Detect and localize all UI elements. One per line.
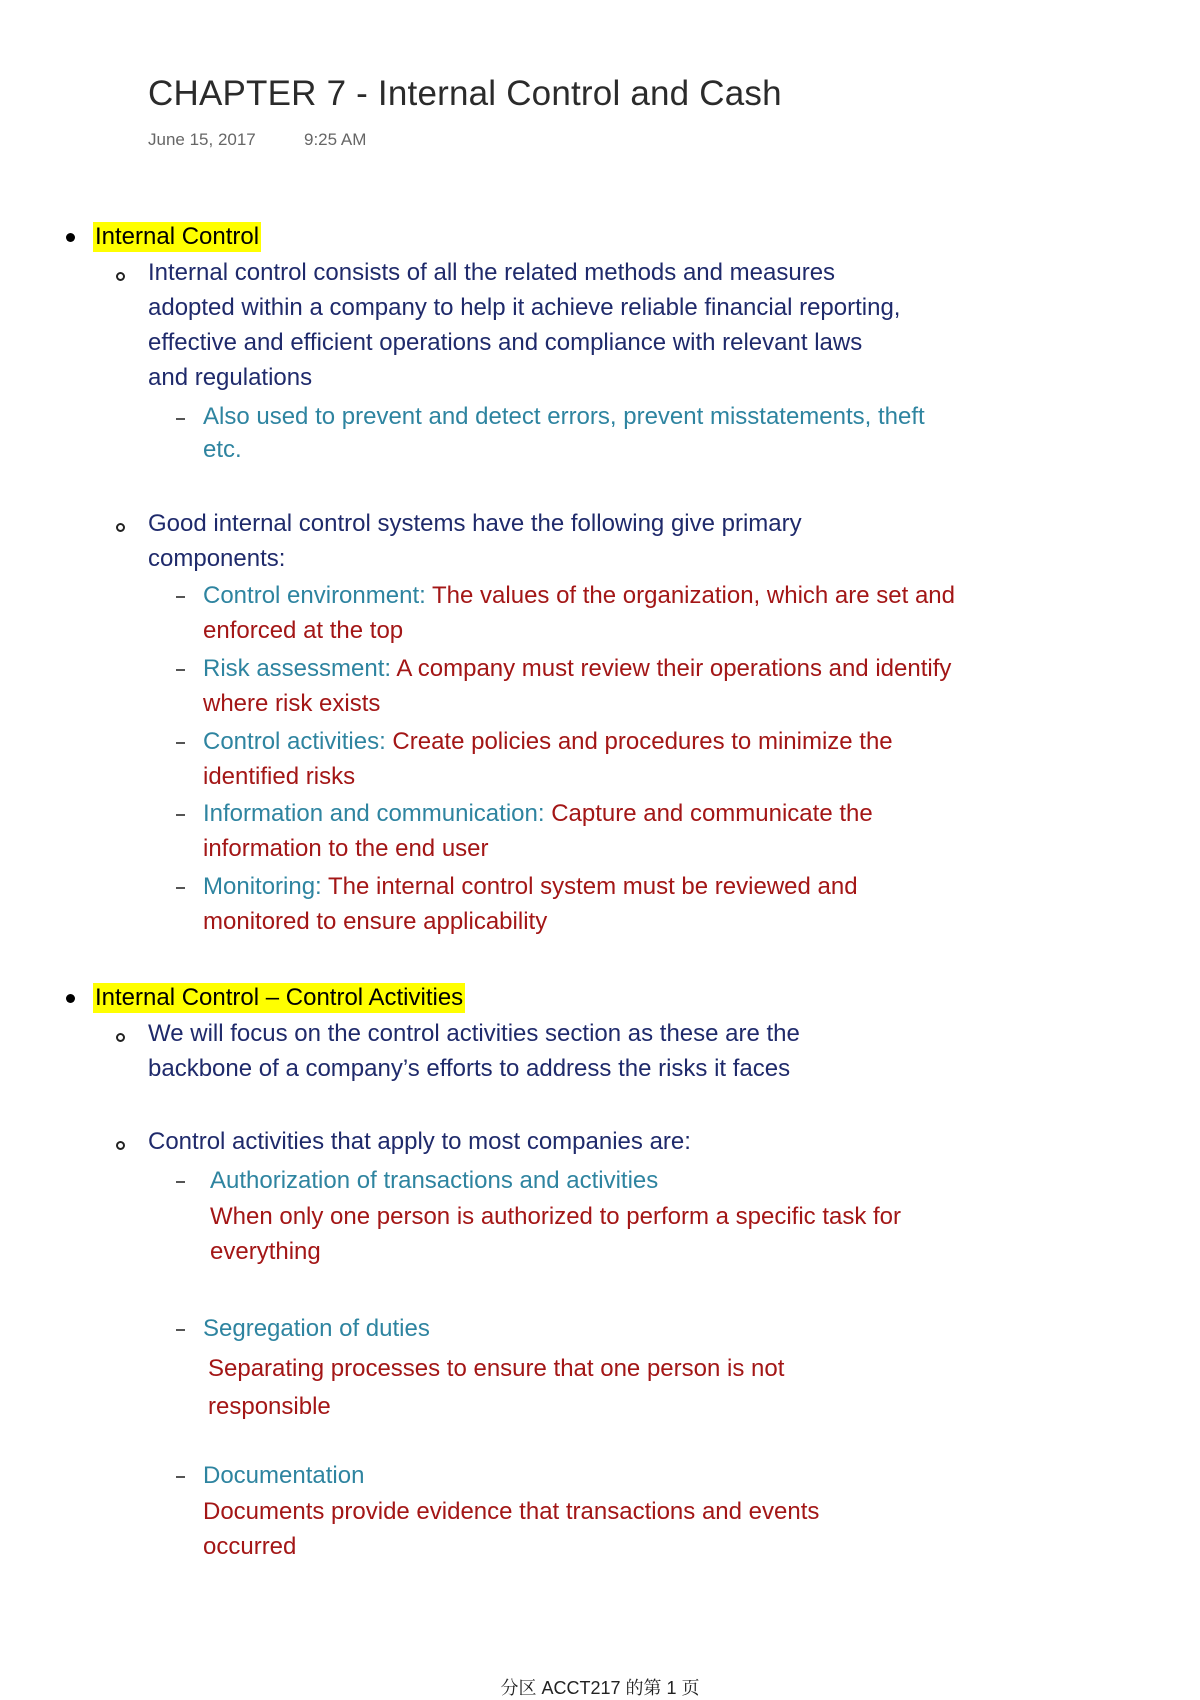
activity-desc: Separating processes to ensure that one person is not responsible — [208, 1355, 785, 1420]
component-desc: Create policies and procedures to minimize the identified risks — [203, 728, 893, 790]
note-date: June 15, 2017 — [148, 130, 256, 149]
sub-bullet — [176, 669, 185, 671]
page-footer: 分区 ACCT217 的第 1 页 — [500, 1678, 700, 1698]
activity-desc: Documents provide evidence that transactions and events occurred — [203, 1498, 820, 1560]
component-label: Monitoring: — [203, 873, 322, 900]
list-item: Good internal control systems have the following give primary components: — [148, 510, 802, 572]
section-bullet — [66, 994, 75, 1003]
activity-desc: When only one person is authorized to perform a specific task for everything — [210, 1203, 902, 1265]
list-item: We will focus on the control activities section as these are the backbone of a company’s efforts to address the risks it faces — [148, 1020, 800, 1082]
section-bullet — [66, 233, 75, 242]
section-heading-control-activities: Internal Control – Control Activities — [95, 984, 464, 1011]
list-item: Internal control consists of all the related methods and measures adopted within a company to help it achieve reliable financial reporting, effective and efficient operations and compliance with relevant laws and regulations — [148, 259, 901, 391]
list-item: Control activities that apply to most companies are: — [148, 1128, 691, 1155]
component-item — [203, 796, 963, 866]
activity-label: Documentation — [203, 1462, 365, 1489]
activity-label: Segregation of duties — [203, 1315, 430, 1342]
component-item — [203, 724, 963, 794]
component-desc: The values of the organization, which are set and enforced at the top — [203, 582, 955, 644]
component-label: Risk assessment: — [203, 655, 392, 682]
sub-bullet — [176, 1181, 185, 1183]
section-heading-internal-control: Internal Control — [95, 223, 260, 250]
sub-item: Also used to prevent and detect errors, prevent misstatements, theft etc. — [203, 403, 925, 463]
note-time: 9:25 AM — [304, 130, 367, 149]
sub-bullet — [176, 742, 185, 744]
sub-bullet — [176, 596, 185, 598]
sub-bullet — [176, 418, 185, 420]
component-desc: A company must review their operations and identify where risk exists — [203, 655, 952, 717]
item-bullet — [116, 1033, 125, 1042]
component-item — [203, 651, 963, 721]
item-bullet — [116, 272, 125, 281]
activity-label: Authorization of transactions and activities — [210, 1167, 659, 1194]
sub-bullet — [176, 887, 185, 889]
sub-bullet — [176, 1476, 185, 1478]
sub-bullet — [176, 814, 185, 816]
component-label: Control environment: — [203, 582, 426, 609]
component-label: Information and communication: — [203, 800, 545, 827]
page-title: CHAPTER 7 - Internal Control and Cash — [148, 74, 782, 113]
component-desc: Capture and communicate the information to the end user — [203, 800, 873, 862]
component-label: Control activities: — [203, 728, 386, 755]
component-item — [203, 869, 963, 939]
sub-bullet — [176, 1329, 185, 1331]
component-desc: The internal control system must be reviewed and monitored to ensure applicability — [203, 873, 858, 935]
item-bullet — [116, 523, 125, 532]
item-bullet — [116, 1141, 125, 1150]
component-item — [203, 578, 963, 648]
